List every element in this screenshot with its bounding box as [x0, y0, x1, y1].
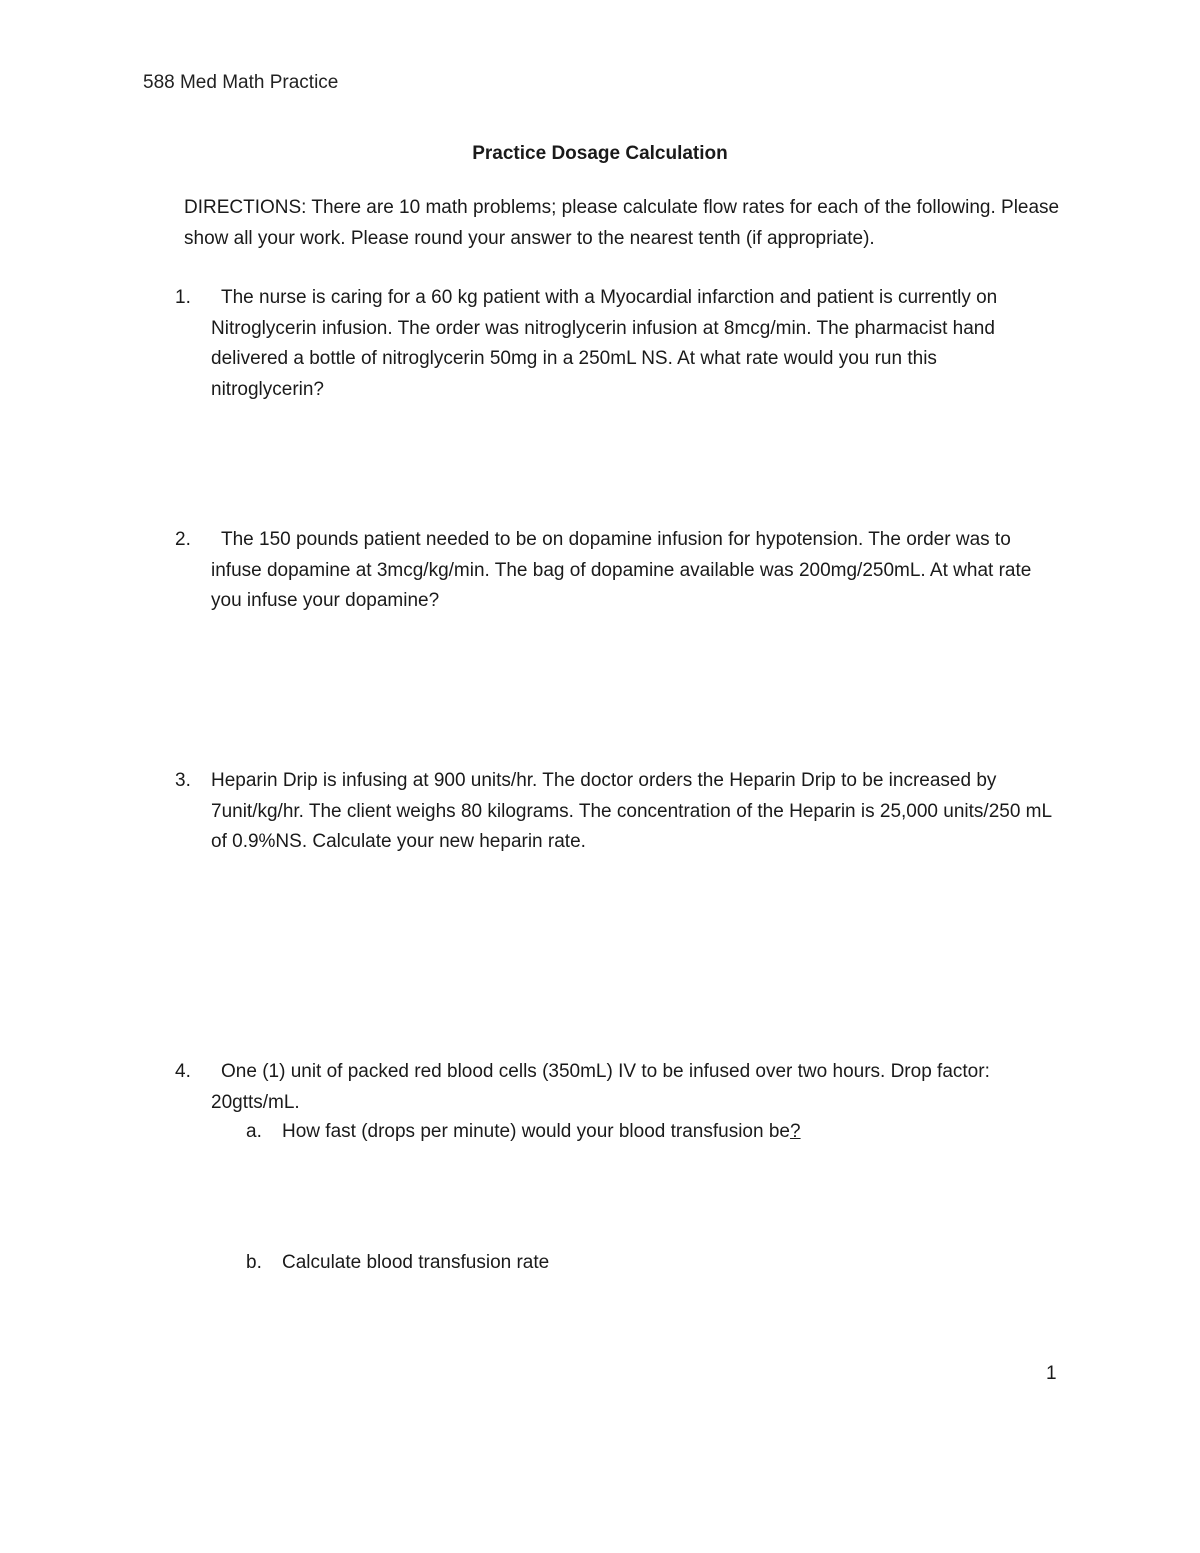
- question-4-subpart-b: [246, 1248, 549, 1278]
- subpart-letter: a.: [246, 1121, 262, 1142]
- page-number: 1: [1046, 1363, 1057, 1384]
- question-text: The nurse is caring for a 60 kg patient with a Myocardial infarction and patient is currently on Nitroglycerin infusion. The order was nitroglycerin infusion at 8mcg/min. The pharmacist hand delivered a bottle of nitroglycerin 50mg in a 250mL NS. At what rate would you run this nitroglycerin?: [211, 287, 998, 400]
- subpart-letter: b.: [246, 1252, 262, 1273]
- subpart-text: [282, 1121, 801, 1142]
- question-4: [175, 1057, 1055, 1118]
- subpart-question-mark: ?: [789, 1121, 801, 1142]
- question-1: [175, 283, 1055, 405]
- question-text: The 150 pounds patient needed to be on dopamine infusion for hypotension. The order was to infuse dopamine at 3mcg/kg/min. The bag of dopamine available was 200mg/250mL. At what rate you infuse your dopamine?: [211, 529, 1032, 611]
- page-title: Practice Dosage Calculation: [472, 143, 728, 164]
- question-number: 3.: [175, 770, 191, 791]
- subpart-text-body: How fast (drops per minute) would your blood transfusion be: [282, 1121, 790, 1142]
- question-number: 1.: [175, 287, 191, 308]
- directions-paragraph: DIRECTIONS: There are 10 math problems; please calculate flow rates for each of the following. Please show all your work. Please round your answer to the nearest tenth (if appropriate).: [184, 197, 1060, 249]
- question-text: One (1) unit of packed red blood cells (350mL) IV to be infused over two hours. Drop factor: 20gtts/mL.: [211, 1061, 990, 1113]
- question-3: [175, 766, 1055, 858]
- question-number: 4.: [175, 1061, 191, 1082]
- question-2: [175, 525, 1055, 617]
- subpart-text: Calculate blood transfusion rate: [282, 1252, 550, 1273]
- question-number: 2.: [175, 529, 191, 550]
- question-text: Heparin Drip is infusing at 900 units/hr. The doctor orders the Heparin Drip to be increased by 7unit/kg/hr. The client weighs 80 kilograms. The concentration of the Heparin is 25,000 units/250 mL of 0.9%NS. Calculate your new heparin rate.: [211, 770, 1052, 852]
- running-header: 588 Med Math Practice: [143, 72, 339, 93]
- question-4-subpart-a: [246, 1117, 801, 1147]
